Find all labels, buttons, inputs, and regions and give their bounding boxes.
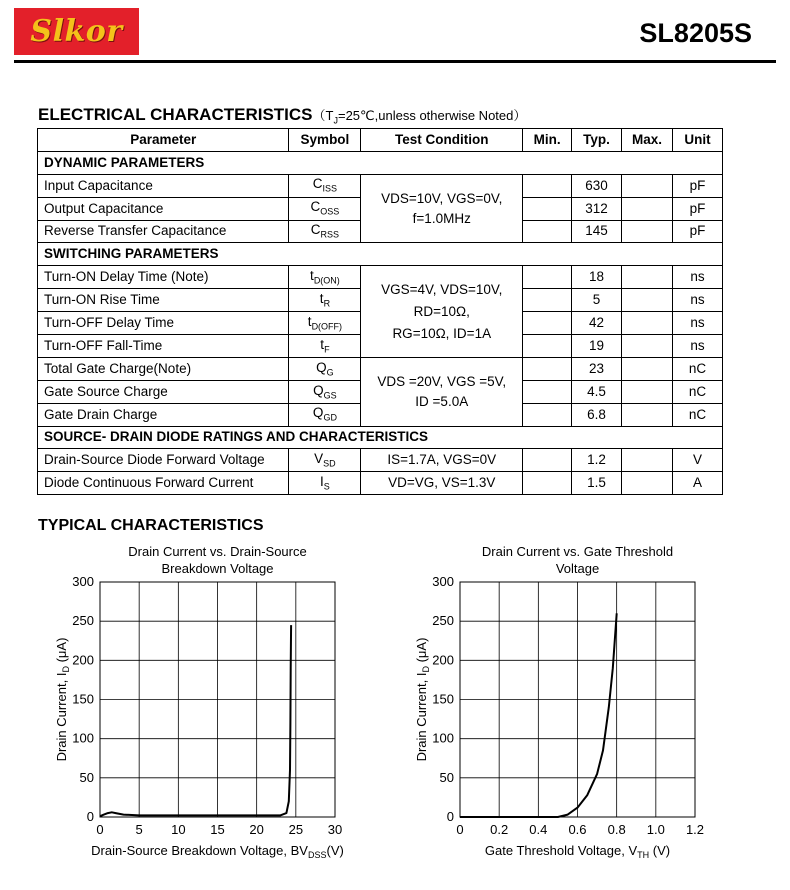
cell-max — [622, 357, 673, 380]
group-header-row — [38, 426, 723, 449]
col-header-min: Min. — [523, 129, 572, 152]
cell-min — [523, 220, 572, 243]
y-tick-label: 150 — [432, 691, 454, 707]
group-title: DYNAMIC PARAMETERS — [38, 151, 723, 174]
series-line-id — [100, 625, 291, 816]
x-tick-label: 15 — [210, 822, 225, 837]
cell-parameter: Output Capacitance — [38, 197, 289, 220]
chart-title-line: Voltage — [555, 561, 600, 576]
chart-title-line: Drain Current vs. Drain-Source — [128, 544, 307, 559]
col-header-test-condition: Test Condition — [361, 129, 523, 152]
cell-test-condition — [361, 266, 523, 358]
section-note: （$T_J=25℃,unless$ otherwise Noted） — [312, 108, 527, 126]
cell-typ: 4.5 — [572, 380, 622, 403]
cell-max — [622, 289, 673, 312]
section-title — [38, 105, 526, 126]
x-axis-label: Drain-Source Breakdown Voltage, $BV_{DSS}(V)$ — [91, 843, 344, 860]
cell-symbol: $t_R$ — [289, 289, 361, 312]
col-header-parameter: Parameter — [38, 129, 289, 152]
brand-logo — [14, 8, 139, 55]
table-row — [38, 357, 723, 380]
group-title: SWITCHING PARAMETERS — [38, 243, 723, 266]
cell-unit: pF — [673, 220, 723, 243]
cell-parameter: Reverse Transfer Capacitance — [38, 220, 289, 243]
y-tick-label: 250 — [432, 613, 454, 629]
group-header-row — [38, 243, 723, 266]
cell-symbol: $I_S$ — [289, 472, 361, 495]
cell-test-condition — [361, 174, 523, 243]
cell-min — [523, 380, 572, 403]
col-header-typ: Typ. — [572, 129, 622, 152]
chart-drain-current-vs-breakdown-voltage — [50, 540, 370, 860]
cell-unit: pF — [673, 197, 723, 220]
table-header-row — [38, 129, 723, 152]
cell-typ: 312 — [572, 197, 622, 220]
x-tick-label: 1.2 — [685, 822, 705, 837]
table-row — [38, 449, 723, 472]
table-body — [38, 151, 723, 494]
cell-max — [622, 335, 673, 358]
cell-min — [523, 335, 572, 358]
cell-test-condition: VD=VG, VS=1.3V — [361, 472, 523, 495]
cell-unit: ns — [673, 335, 723, 358]
col-header-unit: Unit — [673, 129, 723, 152]
section-title-text: ELECTRICAL CHARACTERISTICS — [38, 105, 313, 124]
table-row — [38, 266, 723, 289]
x-tick-label: 10 — [171, 822, 186, 837]
chart-drain-current-vs-gate-threshold — [410, 540, 730, 860]
cell-unit: nC — [673, 357, 723, 380]
cell-parameter: Gate Source Charge — [38, 380, 289, 403]
cell-symbol: $t_{D(OFF)}$ — [289, 312, 361, 335]
x-tick-label: 30 — [327, 822, 343, 837]
cell-symbol: $C_{OSS}$ — [289, 197, 361, 220]
cell-min — [523, 357, 572, 380]
test-condition-line: ID =5.0A — [415, 393, 469, 409]
x-tick-label: 0.2 — [490, 822, 509, 837]
cell-min — [523, 266, 572, 289]
cell-symbol: $t_F$ — [289, 335, 361, 358]
cell-max — [622, 266, 673, 289]
cell-parameter: Turn-OFF Delay Time — [38, 312, 289, 335]
typical-characteristics-title: TYPICAL CHARACTERISTICS — [38, 517, 264, 534]
cell-symbol: $C_{RSS}$ — [289, 220, 361, 243]
cell-max — [622, 472, 673, 495]
y-tick-label: 250 — [72, 613, 94, 629]
test-condition-line: VGS=4V, VDS=10V, — [381, 281, 503, 297]
col-header-max: Max. — [622, 129, 673, 152]
table-row — [38, 174, 723, 197]
x-tick-label: 5 — [135, 822, 143, 837]
cell-symbol: $Q_G$ — [289, 357, 361, 380]
test-condition-line: RD=10Ω, — [413, 303, 470, 319]
cell-symbol: $V_{SD}$ — [289, 449, 361, 472]
cell-min — [523, 174, 572, 197]
chart-title-line: Breakdown Voltage — [161, 561, 274, 576]
cell-typ: 18 — [572, 266, 622, 289]
cell-parameter: Gate Drain Charge — [38, 403, 289, 426]
cell-parameter: Total Gate Charge(Note) — [38, 357, 289, 380]
cell-min — [523, 289, 572, 312]
y-tick-label: 300 — [72, 574, 94, 589]
cell-unit: ns — [673, 289, 723, 312]
cell-symbol: $t_{D(ON)}$ — [289, 266, 361, 289]
cell-unit: A — [673, 472, 723, 495]
cell-typ: 1.2 — [572, 449, 622, 472]
y-tick-label: 0 — [86, 809, 94, 824]
y-tick-label: 300 — [432, 574, 454, 589]
cell-parameter: Drain-Source Diode Forward Voltage — [38, 449, 289, 472]
cell-min — [523, 449, 572, 472]
x-tick-label: 20 — [249, 822, 264, 837]
cell-unit: ns — [673, 266, 723, 289]
x-tick-label: 0.4 — [529, 822, 548, 837]
cell-typ: 6.8 — [572, 403, 622, 426]
cell-test-condition — [361, 357, 523, 426]
col-header-symbol: Symbol — [289, 129, 361, 152]
cell-unit: nC — [673, 380, 723, 403]
cell-parameter: Diode Continuous Forward Current — [38, 472, 289, 495]
header-rule — [14, 60, 776, 63]
y-axis-label: Drain Current, $I_D$ (μA) — [414, 637, 431, 762]
cell-min — [523, 403, 572, 426]
x-tick-label: 25 — [288, 822, 304, 837]
cell-typ: 5 — [572, 289, 622, 312]
y-tick-label: 200 — [432, 652, 454, 668]
table-row — [38, 472, 723, 495]
x-tick-label: 0 — [456, 822, 464, 837]
group-header-row — [38, 151, 723, 174]
cell-typ: 42 — [572, 312, 622, 335]
y-tick-label: 100 — [72, 730, 94, 746]
cell-typ: 145 — [572, 220, 622, 243]
cell-test-condition: IS=1.7A, VGS=0V — [361, 449, 523, 472]
cell-unit: pF — [673, 174, 723, 197]
cell-max — [622, 449, 673, 472]
cell-max — [622, 220, 673, 243]
cell-typ: 1.5 — [572, 472, 622, 495]
cell-unit: V — [673, 449, 723, 472]
x-tick-label: 0 — [96, 822, 104, 837]
cell-symbol: $Q_{GS}$ — [289, 380, 361, 403]
x-tick-label: 0.8 — [607, 822, 626, 837]
cell-max — [622, 403, 673, 426]
electrical-characteristics-table — [37, 128, 723, 495]
cell-parameter: Turn-ON Delay Time (Note) — [38, 266, 289, 289]
cell-max — [622, 174, 673, 197]
cell-max — [622, 312, 673, 335]
group-title: SOURCE- DRAIN DIODE RATINGS AND CHARACTERISTICS — [38, 426, 723, 449]
cell-min — [523, 472, 572, 495]
cell-parameter: Turn-OFF Fall-Time — [38, 335, 289, 358]
cell-unit: ns — [673, 312, 723, 335]
cell-typ: 630 — [572, 174, 622, 197]
y-tick-label: 0 — [446, 809, 454, 824]
y-tick-label: 50 — [79, 769, 94, 785]
y-tick-label: 200 — [72, 652, 94, 668]
cell-min — [523, 197, 572, 220]
y-axis-label: Drain Current, $I_D$ (μA) — [54, 637, 71, 762]
cell-symbol: $C_{ISS}$ — [289, 174, 361, 197]
cell-parameter: Turn-ON Rise Time — [38, 289, 289, 312]
x-tick-label: 1.0 — [646, 822, 665, 837]
chart-title-line: Drain Current vs. Gate Threshold — [481, 544, 674, 559]
cell-max — [622, 380, 673, 403]
cell-typ: 19 — [572, 335, 622, 358]
x-tick-label: 0.6 — [568, 822, 587, 837]
cell-max — [622, 197, 673, 220]
cell-unit: nC — [673, 403, 723, 426]
test-condition-line: f=1.0MHz — [412, 210, 471, 226]
cell-parameter: Input Capacitance — [38, 174, 289, 197]
test-condition-line: VDS=10V, VGS=0V, — [381, 190, 503, 206]
y-tick-label: 50 — [439, 769, 454, 785]
y-tick-label: 100 — [432, 730, 454, 746]
brand-logo-text: Slkor — [30, 14, 123, 49]
test-condition-line: VDS =20V, VGS =5V, — [377, 373, 507, 389]
test-condition-line: RG=10Ω, ID=1A — [392, 325, 492, 341]
cell-min — [523, 312, 572, 335]
y-tick-label: 150 — [72, 691, 94, 707]
part-number: SL8205S — [639, 18, 752, 48]
x-axis-label: Gate Threshold Voltage, $V_{TH}$ (V) — [484, 843, 671, 860]
cell-typ: 23 — [572, 357, 622, 380]
cell-symbol: $Q_{GD}$ — [289, 403, 361, 426]
